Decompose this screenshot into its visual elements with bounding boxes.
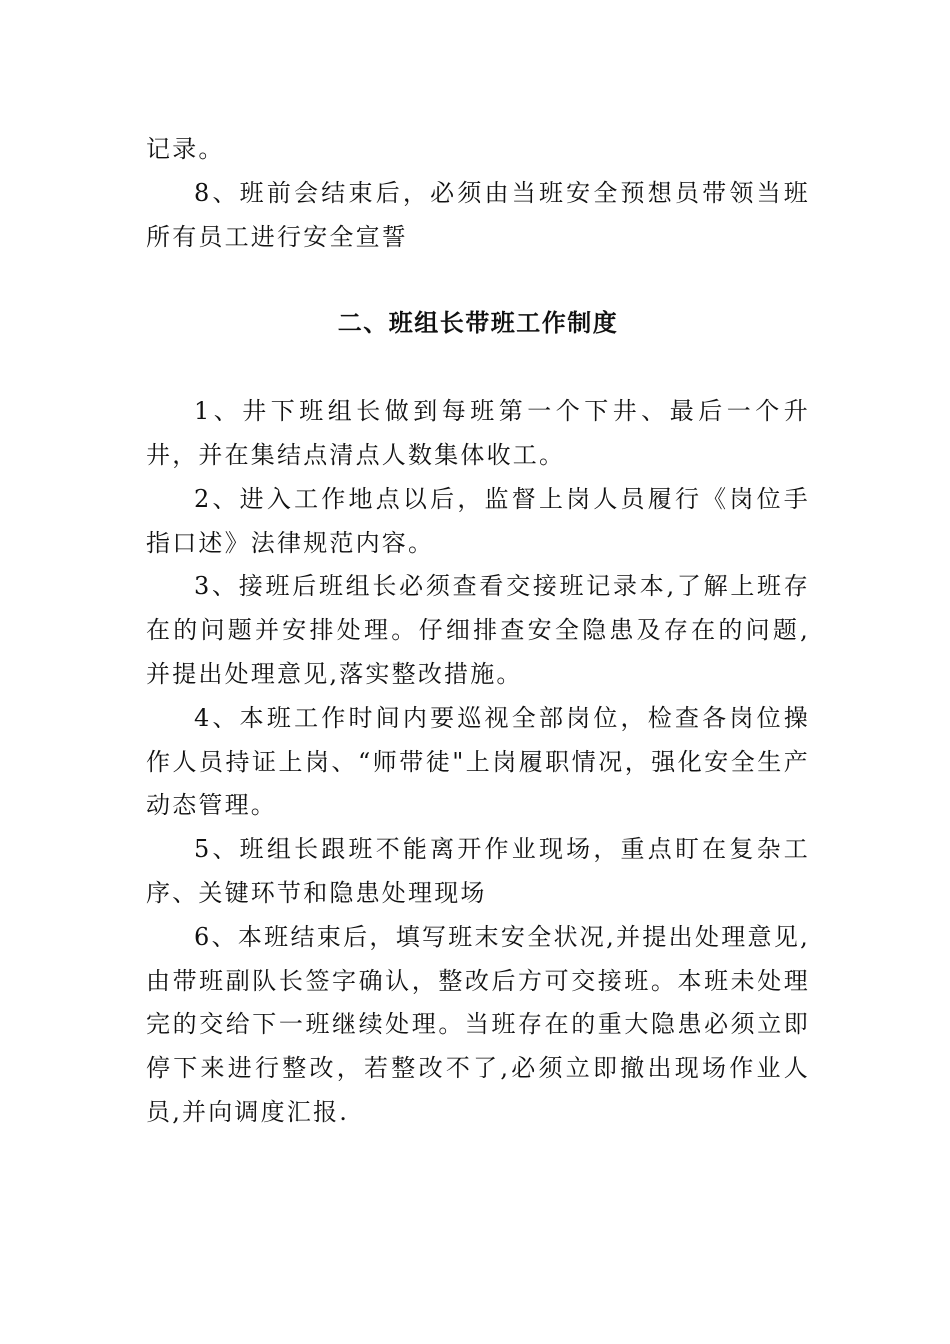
paragraph-record-tail: 记录。 — [146, 135, 225, 163]
document-body — [146, 128, 810, 1135]
paragraph-item-5: 5、班组长跟班不能离开作业现场，重点盯在复杂工序、关键环节和隐患处理现场 — [146, 835, 810, 907]
paragraph-item-6: 6、本班结束后，填写班末安全状况,并提出处理意见,由带班副队长签字确认，整改后方可交接班。本班未处理完的交给下一班继续处理。当班存在的重大隐患必须立即停下来进行整改，若整改不了,必须立即撤出现场作业人员,并向调度汇报. — [146, 922, 810, 1126]
paragraph-item-3: 3、接班后班组长必须查看交接班记录本,了解上班存在的问题并安排处理。仔细排查安全隐患及存在的问题,并提出处理意见,落实整改措施。 — [146, 572, 810, 688]
spacer — [146, 259, 810, 302]
paragraph-item-1: 1、井下班组长做到每班第一个下井、最后一个升井，并在集结点清点人数集体收工。 — [146, 397, 810, 469]
section-heading: 二、班组长带班工作制度 — [337, 309, 619, 338]
spacer — [146, 346, 810, 390]
paragraph-item-4: 4、本班工作时间内要巡视全部岗位，检查各岗位操作人员持证上岗、“师带徒"上岗履职情况，强化安全生产动态管理。 — [146, 703, 810, 820]
paragraph-item-8: 8、班前会结束后，必须由当班安全预想员带领当班所有员工进行安全宣誓 — [146, 178, 810, 251]
paragraph-item-2: 2、进入工作地点以后，监督上岗人员履行《岗位手指口述》法律规范内容。 — [146, 484, 810, 557]
